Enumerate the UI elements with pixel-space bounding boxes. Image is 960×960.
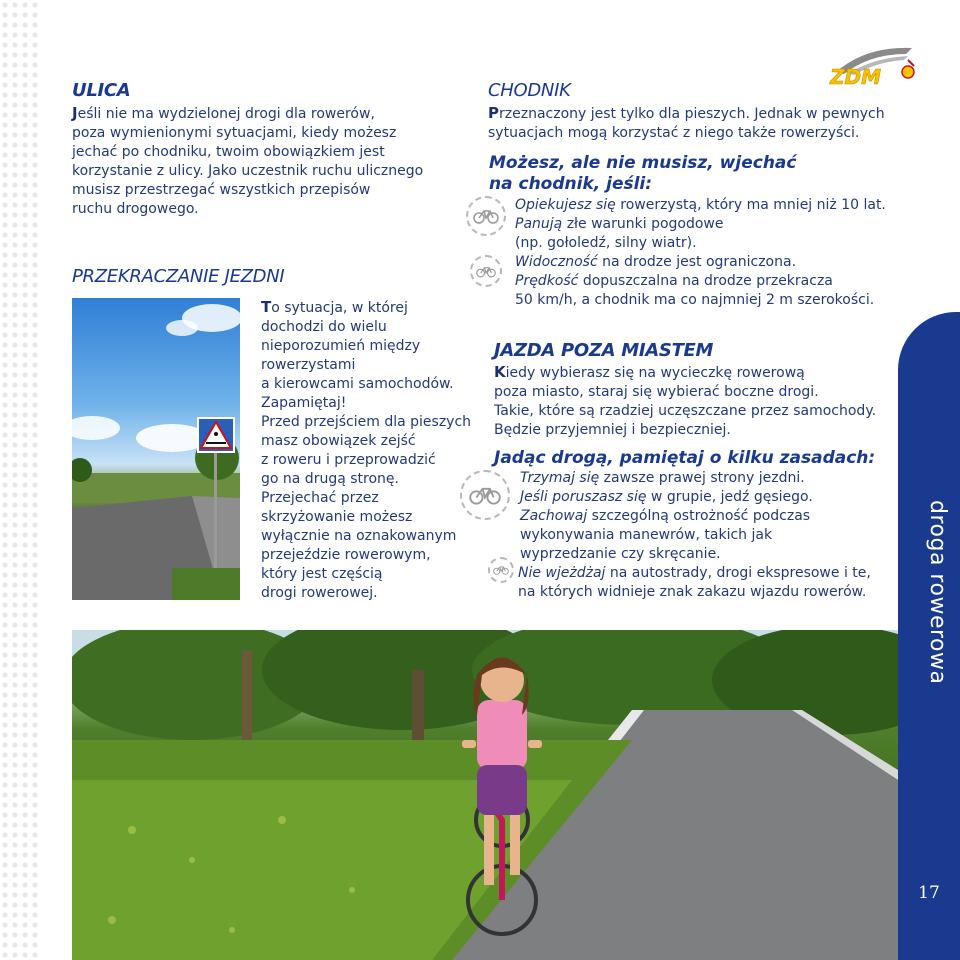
jazda-subheading: Jadąc drogą, pamiętaj o kilku zasadach: xyxy=(494,448,876,468)
list-item: Nie wjeżdżaj na autostrady, drogi ekspresowe i te, xyxy=(518,565,871,581)
section-side-label: droga rowerowa xyxy=(925,500,950,685)
page-number: 17 xyxy=(918,883,940,903)
list-item: wyprzedzanie czy skręcanie. xyxy=(520,546,721,562)
list-item: Panują złe warunki pogodowe xyxy=(515,216,724,232)
chodnik-dropcap: P xyxy=(488,104,499,122)
zdm-logo xyxy=(826,42,920,90)
bicycle-icon xyxy=(470,255,502,287)
logo-text: ZDM xyxy=(830,65,882,89)
list-item: na których widnieje znak zakazu wjazdu rowerów. xyxy=(518,584,867,600)
przekraczanie-heading: PRZEKRACZANIE JEZDNI xyxy=(72,266,285,287)
street-crossing-photo xyxy=(72,298,240,600)
chodnik-subheading: Możesz, ale nie musisz, wjechać na chodnik, jeśli: xyxy=(489,153,797,194)
jazda-dropcap: K xyxy=(494,363,506,381)
bicycle-icon xyxy=(466,196,506,236)
list-item: Widoczność na drodze jest ograniczona. xyxy=(515,254,797,270)
list-item: Opiekujesz się rowerzystą, który ma mniej niż 10 lat. xyxy=(515,197,886,213)
chodnik-paragraph: Przeznaczony jest tylko dla pieszych. Jednak w pewnych sytuacjach mogą korzystać z niego także rowerzyści. xyxy=(488,104,885,141)
list-item: 50 km/h, a chodnik ma co najmniej 2 m szerokości. xyxy=(515,292,875,308)
ulica-dropcap: J xyxy=(72,104,78,122)
bicycle-icon xyxy=(460,470,510,520)
list-item: (np. gołoledź, silny wiatr). xyxy=(515,235,697,251)
chodnik-heading: CHODNIK xyxy=(488,80,571,101)
list-item: Trzymaj się zawsze prawej strony jezdni. xyxy=(520,470,805,486)
przekraczanie-paragraph: To sytuacja, w której dochodzi do wielu nieporozumień między rowerzystami a kierowcami samochodów. Zapamiętaj! Przed przejściem dla pieszych masz obowiązek zejść z roweru i przeprowadzić go na drugą stronę. Przejechać przez skrzyżowanie możesz wyłącznie na oznakowanym przejeździe rowerowym, który jest częścią drogi rowerowej. xyxy=(261,298,472,601)
przekraczanie-dropcap: T xyxy=(261,298,272,316)
jazda-heading: JAZDA POZA MIASTEM xyxy=(494,340,714,361)
jazda-paragraph: Kiedy wybierasz się na wycieczkę rowerową poza miasto, staraj się wybierać boczne drogi. Takie, które są rzadziej uczęszczane przez samochody. Będzie przyjemniej i bezpieczniej. xyxy=(494,363,877,438)
list-item: Prędkość dopuszczalna na drodze przekracza xyxy=(515,273,833,289)
ulica-heading: ULICA xyxy=(72,80,131,101)
list-item: Jeśli poruszasz się w grupie, jedź gęsiego. xyxy=(520,489,813,505)
jazda-rules-list xyxy=(520,469,880,602)
bicycle-icon xyxy=(488,557,514,583)
list-item: Zachowaj szczególną ostrożność podczas xyxy=(520,508,811,524)
girl-cycling-photo xyxy=(72,630,898,960)
ulica-paragraph: Jeśli nie ma wydzielonej drogi dla rowerów, poza wymienionymi sytuacjami, kiedy możesz jechać po chodniku, twoim obowiązkiem jest korzystanie z ulicy. Jako uczestnik ruchu ulicznego musisz przestrzegać wszystkich przepisów ruchu drogowego. xyxy=(72,104,424,217)
chodnik-conditions-list xyxy=(515,196,895,310)
list-item: wykonywania manewrów, takich jak xyxy=(520,527,773,543)
decorative-dot-strip xyxy=(0,0,40,960)
